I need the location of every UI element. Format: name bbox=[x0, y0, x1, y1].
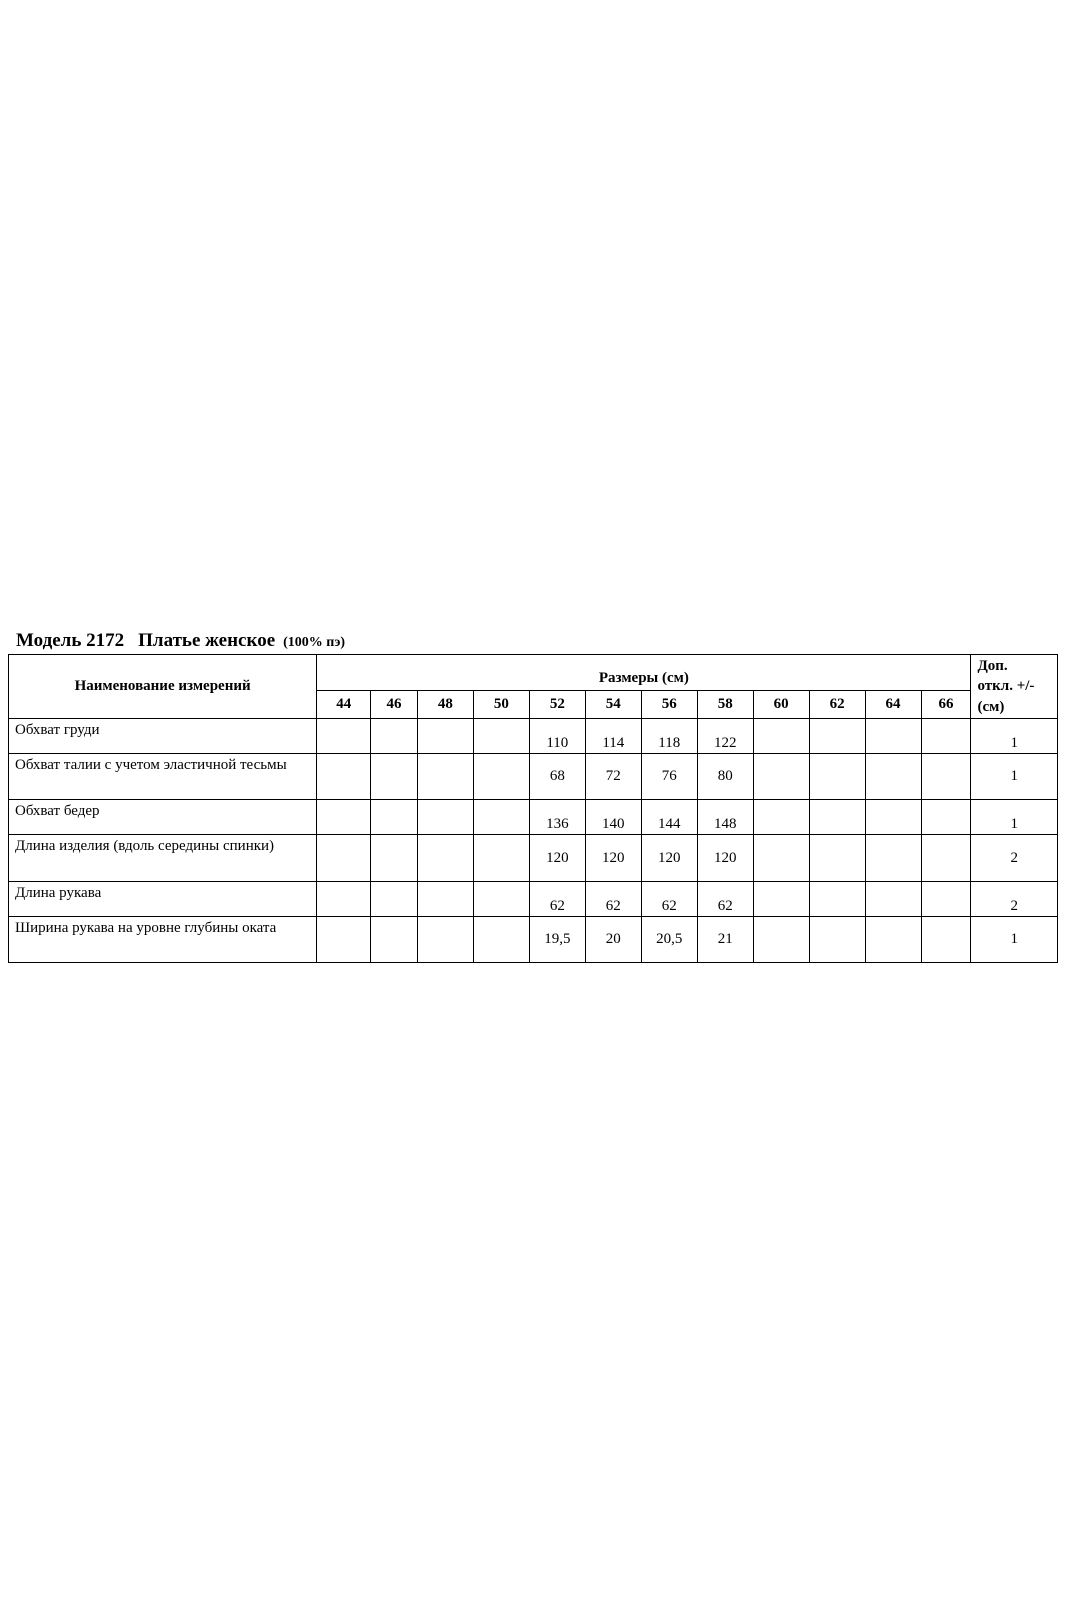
tolerance-value: 1 bbox=[971, 718, 1058, 753]
tolerance-header-line: откл. +/- bbox=[977, 678, 1035, 695]
measurement-value bbox=[417, 834, 473, 881]
tolerance-value: 1 bbox=[971, 753, 1058, 799]
measurement-value: 76 bbox=[641, 753, 697, 799]
table-row bbox=[9, 916, 1058, 962]
size-header-cell: 66 bbox=[921, 690, 971, 718]
measurement-value bbox=[753, 718, 809, 753]
measurement-value bbox=[317, 916, 371, 962]
size-header-cell: 60 bbox=[753, 690, 809, 718]
size-header-cell: 54 bbox=[585, 690, 641, 718]
measurement-value bbox=[809, 718, 865, 753]
measurement-value: 120 bbox=[529, 834, 585, 881]
measurement-value bbox=[865, 718, 921, 753]
measurement-value: 144 bbox=[641, 799, 697, 834]
tolerance-value: 2 bbox=[971, 881, 1058, 916]
measurement-value bbox=[473, 916, 529, 962]
fabric-composition: (100% пэ) bbox=[283, 635, 346, 650]
measurement-value: 68 bbox=[529, 753, 585, 799]
measurement-value bbox=[371, 916, 418, 962]
measurement-value bbox=[473, 834, 529, 881]
measurement-value bbox=[865, 753, 921, 799]
measurement-value: 62 bbox=[697, 881, 753, 916]
size-header-cell: 58 bbox=[697, 690, 753, 718]
measurement-value: 80 bbox=[697, 753, 753, 799]
measurement-value: 62 bbox=[641, 881, 697, 916]
measurement-value: 110 bbox=[529, 718, 585, 753]
measurement-value bbox=[921, 916, 971, 962]
size-header-cell: 46 bbox=[371, 690, 418, 718]
measurement-value bbox=[417, 718, 473, 753]
measurement-value: 136 bbox=[529, 799, 585, 834]
table-row bbox=[9, 881, 1058, 916]
measurement-value bbox=[317, 753, 371, 799]
measurement-value bbox=[317, 834, 371, 881]
measurement-value bbox=[921, 834, 971, 881]
measurement-value bbox=[473, 799, 529, 834]
measurement-value bbox=[417, 881, 473, 916]
measurement-value bbox=[865, 881, 921, 916]
measurement-value bbox=[371, 718, 418, 753]
document-title bbox=[16, 631, 345, 650]
measurement-value bbox=[473, 881, 529, 916]
measurement-value bbox=[809, 799, 865, 834]
measurement-value: 140 bbox=[585, 799, 641, 834]
measurement-label: Ширина рукава на уровне глубины оката bbox=[9, 916, 317, 962]
size-chart-table bbox=[8, 654, 1058, 963]
measurement-value bbox=[317, 881, 371, 916]
measurement-value bbox=[921, 718, 971, 753]
measurement-value: 62 bbox=[529, 881, 585, 916]
measurement-value bbox=[809, 881, 865, 916]
measurement-label: Обхват груди bbox=[9, 718, 317, 753]
measurement-value bbox=[371, 799, 418, 834]
size-header-cell: 52 bbox=[529, 690, 585, 718]
measure-name-header: Наименование измерений bbox=[9, 655, 317, 719]
tolerance-header-line: Доп. bbox=[977, 658, 1008, 674]
measurement-label: Длина рукава bbox=[9, 881, 317, 916]
measurement-value: 118 bbox=[641, 718, 697, 753]
measurement-value bbox=[417, 799, 473, 834]
measurement-value: 72 bbox=[585, 753, 641, 799]
measurement-value bbox=[921, 881, 971, 916]
measurement-value bbox=[809, 753, 865, 799]
measurement-label: Обхват бедер bbox=[9, 799, 317, 834]
measurement-value bbox=[753, 881, 809, 916]
measurement-value bbox=[317, 718, 371, 753]
measurement-value bbox=[865, 834, 921, 881]
measurement-value bbox=[753, 916, 809, 962]
measurement-value: 120 bbox=[585, 834, 641, 881]
measurement-value: 120 bbox=[697, 834, 753, 881]
size-header-cell: 64 bbox=[865, 690, 921, 718]
measurement-value bbox=[753, 834, 809, 881]
measurement-value: 114 bbox=[585, 718, 641, 753]
tolerance-value: 1 bbox=[971, 916, 1058, 962]
measurement-value: 21 bbox=[697, 916, 753, 962]
measurement-value: 122 bbox=[697, 718, 753, 753]
size-header-cell: 48 bbox=[417, 690, 473, 718]
measurement-value bbox=[371, 881, 418, 916]
measurement-value bbox=[865, 916, 921, 962]
table-row bbox=[9, 753, 1058, 799]
measurement-value bbox=[417, 916, 473, 962]
measurement-label: Длина изделия (вдоль середины спинки) bbox=[9, 834, 317, 881]
measurement-value bbox=[371, 834, 418, 881]
measurement-value bbox=[473, 718, 529, 753]
tolerance-value: 2 bbox=[971, 834, 1058, 881]
size-header-cell: 62 bbox=[809, 690, 865, 718]
measurement-value bbox=[317, 799, 371, 834]
measurement-value bbox=[921, 799, 971, 834]
measurement-value bbox=[809, 834, 865, 881]
measurement-rows bbox=[9, 718, 1058, 962]
sizes-header: Размеры (см) bbox=[317, 655, 971, 691]
measurement-value: 148 bbox=[697, 799, 753, 834]
product-name: Платье женское bbox=[138, 630, 276, 651]
measurement-value: 19,5 bbox=[529, 916, 585, 962]
measurement-value: 120 bbox=[641, 834, 697, 881]
measurement-value bbox=[809, 916, 865, 962]
measurement-value: 20 bbox=[585, 916, 641, 962]
measurement-value bbox=[473, 753, 529, 799]
tolerance-header bbox=[971, 655, 1058, 719]
size-header-cell: 50 bbox=[473, 690, 529, 718]
table-row bbox=[9, 834, 1058, 881]
measurement-label: Обхват талии с учетом эластичной тесьмы bbox=[9, 753, 317, 799]
size-header-cell: 56 bbox=[641, 690, 697, 718]
tolerance-value: 1 bbox=[971, 799, 1058, 834]
model-number: Модель 2172 bbox=[16, 630, 125, 651]
size-header-cell: 44 bbox=[317, 690, 371, 718]
measurement-value: 62 bbox=[585, 881, 641, 916]
measurement-value bbox=[753, 753, 809, 799]
measurement-value bbox=[371, 753, 418, 799]
table-row bbox=[9, 718, 1058, 753]
measurement-value: 20,5 bbox=[641, 916, 697, 962]
measurement-value bbox=[753, 799, 809, 834]
measurement-value bbox=[921, 753, 971, 799]
tolerance-header-line: (см) bbox=[977, 698, 1005, 715]
measurement-value bbox=[865, 799, 921, 834]
table-row bbox=[9, 799, 1058, 834]
measurement-value bbox=[417, 753, 473, 799]
